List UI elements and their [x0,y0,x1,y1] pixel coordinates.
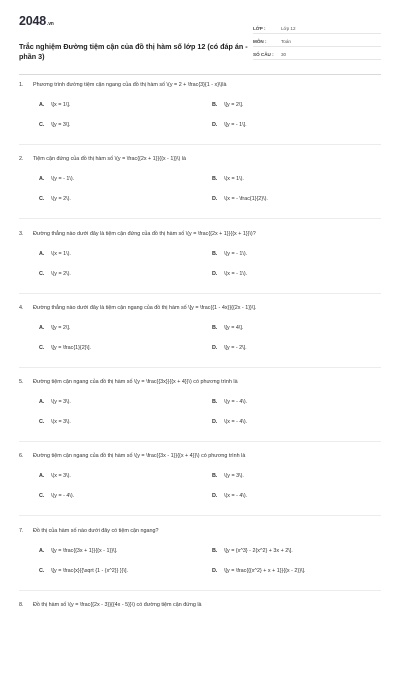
question-divider [19,218,381,219]
option-text: \(x = 3\). [51,419,71,426]
option-text: \(x = - \frac{1}{2}\). [224,196,268,203]
option-d[interactable] [212,344,247,352]
question-divider [19,293,381,294]
option-c[interactable] [39,121,70,129]
option-text: \[y = - 1\]. [224,122,247,128]
option-letter: C. [39,122,45,128]
option-a[interactable] [39,398,71,406]
option-a[interactable] [39,547,118,555]
question-stem [19,155,381,163]
option-text: \[y = {x^3} - 2{x^2} + 3x + 2\]. [224,547,293,554]
option-d[interactable] [212,418,247,426]
option-text: \(y = - 4\). [51,493,75,500]
option-letter: A. [39,399,45,406]
option-c[interactable] [39,344,91,352]
question-stem [19,81,381,89]
question-stem [19,527,381,535]
option-b[interactable] [212,324,243,332]
option-b[interactable] [212,398,247,406]
question-text: Đường thẳng nào dưới đây là tiệm cận ngang của đồ thị hàm số \[y = \frac{{1 - 4x}}{{2x - 1}}\]. [33,304,257,311]
meta-value: 30 [281,51,287,57]
question-list [19,81,381,675]
option-letter: C. [39,196,45,203]
option-c[interactable] [39,270,71,278]
question-text: Đường thẳng nào dưới đây là tiệm cận đứng của đồ thị hàm số \(y = \frac{{2x + 1}}{{x + 1}}\)? [33,230,256,237]
question-divider [19,590,381,591]
option-a[interactable] [39,324,70,332]
meta-row-subject [253,36,381,47]
question [19,527,381,601]
option-text: \[y = \frac{1}{2}\]. [51,344,92,351]
question-divider [19,144,381,145]
option-text: \(x = - 4\). [224,493,248,500]
meta-row-class [253,23,381,34]
option-text: \[y = \frac{x}{{\sqrt {1 - {x^2}} }}\]. [51,567,129,574]
option-text: \(x = 3\). [51,473,71,480]
question-number: 6. [19,453,24,460]
option-d[interactable] [212,121,247,129]
option-text: \[y = 3\]. [51,122,71,128]
option-letter: A. [39,176,45,183]
option-text: \(y = 3\). [51,399,71,406]
option-b[interactable] [212,472,244,480]
option-letter: D. [212,493,218,500]
option-text: \[y = 2\]. [224,102,244,108]
option-text: \[y = - 2\]. [224,344,247,351]
option-letter: A. [39,102,45,108]
option-d[interactable] [212,195,268,203]
option-letter: A. [39,473,45,480]
question [19,452,381,526]
option-letter: D. [212,196,218,203]
question-stem [19,452,381,460]
option-text: \(x = 1\). [51,250,71,257]
question-text: Tiệm cận đứng của đồ thị hàm số \(y = \frac{{2x + 1}}{{x - 1}}\) là [33,156,186,163]
question-number: 1. [19,82,24,88]
question-text: Đường tiệm cận ngang của đồ thị hàm số \(y = \frac{{3x}}{{x + 4}}\) có phương trình là [33,379,238,386]
option-letter: B. [212,473,218,480]
option-text: \(y = - 1\). [224,250,248,257]
option-c[interactable] [39,567,128,575]
site-logo[interactable] [19,14,54,28]
option-c[interactable] [39,418,71,426]
option-letter: C. [39,419,45,426]
document-meta [253,23,381,62]
question [19,155,381,229]
option-b[interactable] [212,547,293,555]
question-number: 8. [19,602,24,609]
question-stem [19,230,381,238]
option-text: \(x = 1\). [224,176,244,183]
option-text: \[y = 4\]. [224,324,244,331]
option-d[interactable] [212,567,306,575]
meta-label: MÔN : [253,38,267,44]
option-text: \(y = 2\). [51,270,71,277]
option-c[interactable] [39,492,74,500]
document-title: Trắc nghiệm Đường tiệm cận của đồ thị hàm số lớp 12 (có đáp án - phần 3) [19,42,248,61]
document-header [19,12,381,74]
question-divider [19,515,381,516]
question-text: Đồ thị của hàm số nào dưới đây có tiệm cận ngang? [33,527,159,534]
option-letter: B. [212,324,218,331]
option-letter: C. [39,344,45,351]
question-number: 4. [19,304,24,311]
option-letter: B. [212,176,218,183]
question-number: 5. [19,379,24,386]
option-letter: B. [212,250,218,257]
option-letter: A. [39,250,45,257]
option-text: \(y = 2\). [51,196,71,203]
option-text: \(y = 3\). [224,473,244,480]
header-divider [19,74,381,75]
option-letter: B. [212,399,218,406]
question [19,230,381,304]
question [19,304,381,378]
option-a[interactable] [39,250,71,258]
option-b[interactable] [212,250,247,258]
option-b[interactable] [212,101,243,109]
option-a[interactable] [39,472,71,480]
option-text: \[y = 2\]. [51,324,71,331]
option-text: \[y = \frac{{{x^2} + x + 1}}{{x - 2}}\]. [224,567,306,574]
option-letter: A. [39,324,45,331]
option-text: \(y = - 1\). [51,176,75,183]
option-a[interactable] [39,175,74,183]
question-number: 3. [19,230,24,237]
option-text: \(y = - 4\). [224,399,248,406]
question-stem [19,378,381,386]
option-letter: D. [212,567,218,574]
option-letter: D. [212,419,218,426]
question-text: Đồ thị hàm số \(y = \frac{{2x - 3}}{{4x - 5}}\) có đường tiệm cận đứng là [33,602,202,609]
meta-row-count [253,49,381,60]
question-stem [19,601,381,609]
meta-value: Lớp 12 [281,25,296,31]
question [19,81,381,155]
option-letter: B. [212,102,218,108]
option-letter: B. [212,547,218,554]
option-text: \(x = - 1\). [224,270,248,277]
question-divider [19,441,381,442]
option-letter: C. [39,567,45,574]
option-a[interactable] [39,101,70,109]
question-number: 2. [19,156,24,163]
logo-suffix: .vn [47,21,54,27]
option-letter: C. [39,493,45,500]
question-divider [19,367,381,368]
option-letter: D. [212,344,218,351]
option-letter: C. [39,270,45,277]
question-text: Đường tiệm cận ngang của đồ thị hàm số \(y = \frac{{3x - 1}}{{x + 4}}\) có phương trình là [33,453,246,460]
option-text: \[x = 1\]. [51,102,71,108]
option-d[interactable] [212,492,247,500]
option-letter: D. [212,122,218,128]
option-c[interactable] [39,195,71,203]
question-stem [19,304,381,312]
logo-main: 2048 [19,14,47,28]
option-letter: D. [212,270,218,277]
option-text: \(x = - 4\). [224,419,248,426]
question-text: Phương trình đường tiệm cận ngang của đồ thị hàm số \(y = 2 + \frac{3}{1 - x}\)là [33,82,227,88]
option-b[interactable] [212,175,244,183]
question [19,378,381,452]
meta-label: SỐ CÂU : [253,51,274,57]
option-text: \[y = \frac{{3x + 1}}{{x - 1}}\]. [51,547,118,554]
option-letter: A. [39,547,45,554]
question [19,601,381,675]
meta-value: Toán [281,38,291,44]
option-d[interactable] [212,270,247,278]
question-number: 7. [19,527,24,534]
meta-label: LỚP : [253,25,266,31]
